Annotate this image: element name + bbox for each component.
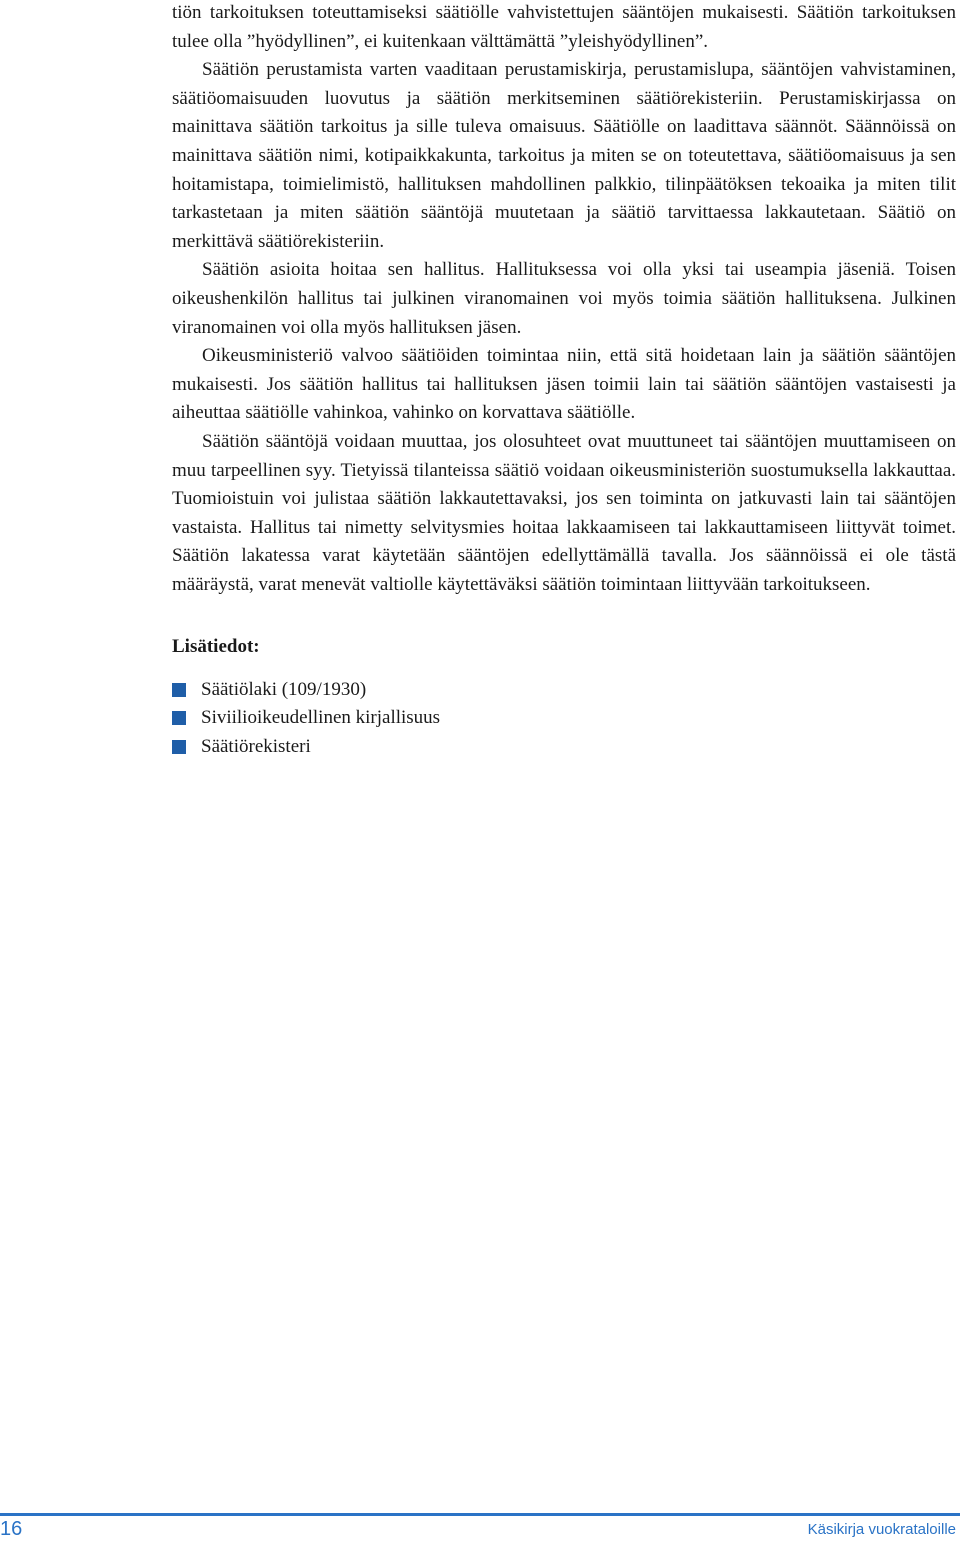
footer-rule [0, 1513, 960, 1516]
square-bullet-icon [172, 683, 186, 697]
more-info-list [172, 675, 956, 761]
list-item [172, 704, 956, 733]
paragraph-board: Säätiön asioita hoitaa sen hallitus. Hallituksessa voi olla yksi tai useampia jäseniä. Toisen oikeushenkilön hallitus tai julkinen viranomainen voi myös toimia säätiön hallituksena. Julkinen viranomainen voi olla myös hallituksen jäsen. [172, 259, 956, 338]
more-info-section [172, 633, 956, 761]
paragraph-purpose: tiön tarkoituksen toteuttamiseksi säätiölle vahvistettujen sääntöjen mukaisesti. Säätiön tarkoituksen tulee olla ”hyödyllinen”, ei kuitenkaan välttämättä ”yleishyödyllinen”. [172, 2, 956, 52]
more-info-heading: Lisätiedot: [172, 636, 260, 658]
running-title: Käsikirja vuokrataloille [807, 1521, 956, 1538]
list-item-label: Säätiölaki (109/1930) [201, 678, 367, 700]
square-bullet-icon [172, 711, 186, 725]
square-bullet-icon [172, 740, 186, 754]
list-item [172, 733, 956, 762]
paragraph-rules-change: Säätiön sääntöjä voidaan muuttaa, jos olosuhteet ovat muuttuneet tai sääntöjen muuttamiseen on muu tarpeellinen syy. Tietyissä tilanteissa säätiö voidaan oikeusministeriön suostumuksella lakkauttaa. Tuomioistuin voi julistaa säätiön lakkautettavaksi, jos sen toiminta on jatkuvasti lain tai sääntöjen vastaista. Hallitus tai nimetty selvitysmies hoitaa lakkaamiseen tai lakkauttamiseen liittyvät toimet. Säätiön lakatessa varat käytetään sääntöjen edellyttämällä tavalla. Jos säännöissä ei ole tästä määräystä, varat menevät valtiolle käytettäväksi säätiön toimintaan liittyvään tarkoitukseen. [172, 430, 956, 595]
list-item [172, 675, 956, 704]
paragraph-supervision: Oikeusministeriö valvoo säätiöiden toimintaa niin, että sitä hoidetaan lain ja säätiön sääntöjen mukaisesti. Jos säätiön hallitus tai hallituksen jäsen toimii lain tai säätiön sääntöjen vastaisesti ja aiheuttaa säätiölle vahinkoa, vahinko on korvattava säätiölle. [172, 345, 956, 424]
page-body [172, 0, 956, 761]
list-item-label: Säätiörekisteri [201, 735, 311, 757]
page-number: 16 [0, 1518, 23, 1540]
paragraph-establishment: Säätiön perustamista varten vaaditaan perustamiskirja, perustamislupa, sääntöjen vahvistaminen, säätiöomaisuuden luovutus ja säätiön merkitseminen säätiörekisteriin. Perustamiskirjassa on mainittava säätiön tarkoitus ja sille tuleva omaisuus. Säätiölle on laadittava säännöt. Säännöissä on mainittava säätiön nimi, kotipaikkakunta, tarkoitus ja miten se on toteutettava, säätiöomaisuus ja sen hoitamistapa, toimielimistö, hallituksen mahdollinen palkkio, tilinpäätöksen tekoaika ja miten tilit tarkastetaan ja miten säätiön sääntöjä muutetaan ja säätiö tarvittaessa lakkautetaan. Säätiö on merkittävä säätiörekisteriin. [172, 59, 956, 252]
list-item-label: Siviilioikeudellinen kirjallisuus [201, 707, 441, 729]
